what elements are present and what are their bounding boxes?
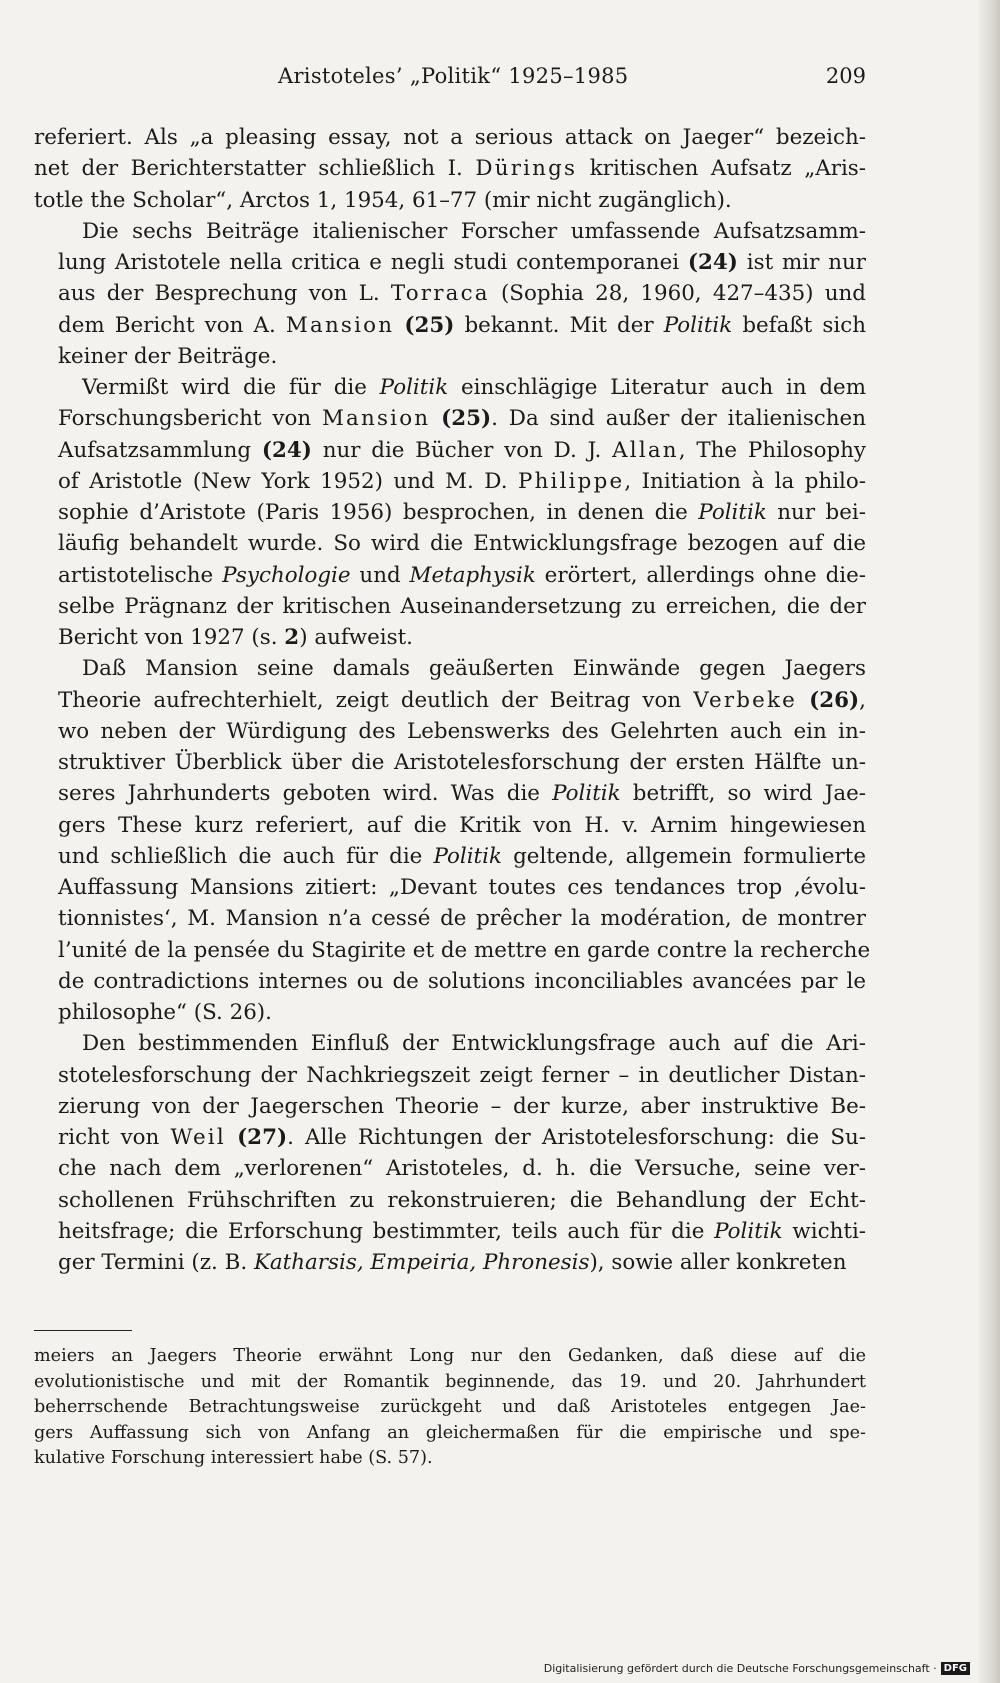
text-line [34,372,866,403]
text-line [34,747,866,778]
text-line [34,778,866,809]
text-run: und schließlich die auch für die [58,843,434,869]
text-run: keiner der Beiträge. [58,343,278,369]
footnote-line: meiers an Jaegers Theorie erwähnt Long nur den Gedanken, daß diese auf die [34,1346,866,1366]
text-run: artistotelische [58,562,223,588]
footnote-line: evolutionistische und mit der Romantik beginnende, das 19. und 20. Jahrhundert [34,1371,866,1392]
italic-term: Politik [698,500,767,525]
text-run: , The Philosophy [678,437,866,463]
text-run: gers These kurz referiert, auf die Kritik von H. v. Arnim hingewiesen [58,812,866,838]
running-head [34,64,866,98]
text-run: . Da sind außer der italienischen [491,406,866,432]
text-run: net der Berichterstatter schließlich I. [34,156,476,182]
text-run: ist mir nur [737,250,866,275]
author-name: Torraca [390,281,490,307]
text-run: totle the Scholar“, Arctos 1, 1954, 61–77 (mir nicht zugänglich). [34,187,732,213]
running-head-title: Aristoteles’ „Politik“ 1925–1985 [278,64,629,88]
text-run: sophie d’Aristote (Paris 1956) besprochen, in denen die [58,500,699,525]
author-name: Dürings [475,156,578,182]
footnote-line: gers Auffassung sich von Anfang an gleichermaßen für die empirische und spe- [34,1422,866,1443]
text-line [34,903,866,934]
text-line [34,278,866,309]
text-run: ) aufweist. [299,625,413,650]
text-run: Die sechs Beiträge italienischer Forscher umfassende Aufsatzsamm- [82,218,866,244]
reference-number: 2 [284,625,300,650]
digitization-credit [544,1662,970,1675]
text-run: kritischen Aufsatz „Aris- [577,156,866,182]
reference-number: (24) [261,437,312,463]
text-run: , Initiation à la philo- [624,468,867,494]
footnote-line: kulative Forschung interessiert habe (S. 57). [34,1448,433,1469]
reference-number: (26) [809,687,860,713]
text-line [34,872,866,903]
text-line [34,466,866,497]
text-line [34,716,866,747]
text-run [430,406,441,431]
italic-term: Psychologie [222,562,351,588]
italic-term: Politik [714,1218,783,1244]
text-line [34,1091,866,1122]
text-run: geltende, allgemein formulierte [501,843,867,869]
text-run: zierung von der Jaegerschen Theorie – der kurze, aber instruktive Be- [58,1093,866,1119]
text-line [34,1216,866,1247]
text-run [394,313,404,338]
text-line [34,810,866,841]
paragraph [34,216,866,372]
text-run: erörtert, allerdings ohne die- [535,562,866,588]
italic-term: Politik [433,843,502,869]
text-run: Auffassung Mansions zitiert: „Devant toutes ces tendances trop ‚évolu- [58,875,866,900]
text-run: Forschungsbericht von [58,406,322,432]
text-run: einschlägige Literatur auch in dem [448,375,866,400]
text-run: , [859,687,866,713]
author-name: Philippe [517,468,625,494]
text-run: Bericht von 1927 (s. [58,625,285,650]
text-run: lung Aristotele nella critica e negli studi contemporanei [58,250,688,275]
paragraph [34,653,871,1028]
dfg-logo: DFG [941,1662,970,1675]
text-line [34,185,866,216]
text-run: Daß Mansion seine damals geäußerten Einwände gegen Jaegers [82,656,866,682]
text-run: und [350,562,410,588]
text-line [34,591,866,622]
book-page [34,0,871,1683]
text-line [34,310,866,341]
italic-term: Politik [379,375,449,400]
text-line [34,935,871,966]
text-run: . Alle Richtungen der Aristotelesforschung: die Su- [287,1125,866,1150]
text-run: dem Bericht von A. [58,312,286,338]
text-line [34,435,866,466]
text-run: bekannt. Mit der [454,312,664,338]
text-line [34,622,866,653]
text-run: of Aristotle (New York 1952) und M. D. [58,468,518,494]
text-run: de contradictions internes ou de solutions inconciliables avancées par le [58,968,866,994]
footnote-separator [34,1330,132,1331]
italic-term: Metaphysik [409,562,536,588]
text-run [797,688,809,713]
page-number: 209 [825,64,866,88]
text-run: nur bei- [766,500,866,525]
text-line [34,122,866,153]
text-line [34,403,866,434]
author-name: Allan [612,437,679,463]
text-line [34,528,866,559]
text-run: aus der Besprechung von L. [58,281,391,307]
text-run: Vermißt wird die für die [82,375,380,400]
text-line [34,685,866,716]
author-name: Weil [170,1125,226,1150]
text-line [34,997,866,1028]
text-line [34,1060,866,1091]
text-run: läufig behandelt wurde. So wird die Entwicklungsfrage bezogen auf die [58,531,866,557]
paragraph [34,122,866,216]
author-name: Verbeke [693,687,798,713]
text-run: philosophe“ (S. 26). [58,1000,272,1025]
text-line [34,341,866,372]
text-run [226,1125,237,1150]
reference-number: (24) [687,250,738,275]
text-run: richt von [58,1125,171,1150]
text-run: Den bestimmenden Einfluß der Entwicklungsfrage auch auf die Ari- [82,1031,866,1057]
text-run: wichti- [782,1218,867,1244]
text-run: ger Termini (z. B. [58,1250,254,1275]
author-name: Mansion [285,312,395,338]
text-run: che nach dem „verlorenen“ Aristoteles, d. h. die Versuche, seine ver- [58,1156,866,1182]
text-run: struktiver Überblick über die Aristotelesforschung der ersten Hälfte un- [58,750,866,775]
text-run: selbe Prägnanz der kritischen Auseinandersetzung zu erreichen, die der [58,593,866,619]
italic-term: Politik [552,781,621,807]
text-line [34,247,866,278]
text-run: nur die Bücher von D. J. [311,437,613,463]
text-line [34,1122,866,1153]
text-line [34,153,866,184]
text-run: (Sophia 28, 1960, 427–435) und [489,281,867,307]
reference-number: (27) [237,1125,288,1150]
text-line [34,216,866,247]
footnote [34,1344,866,1472]
text-line [34,653,866,684]
text-run: referiert. Als „a pleasing essay, not a serious attack on Jaeger“ bezeich- [34,125,866,150]
italic-term: Katharsis, Empeiria, Phronesis [253,1250,590,1275]
text-run: befaßt sich [732,312,866,338]
text-line [34,497,866,528]
text-line [34,1028,866,1059]
text-run: seres Jahrhunderts geboten wird. Was die [58,781,553,807]
paragraph [34,372,866,653]
scan-page-edge [978,0,1000,1683]
italic-term: Politik [663,312,733,338]
footnote-line: beherrschende Betrachtungsweise zurückgeht und daß Aristoteles entgegen Jae- [34,1397,866,1418]
body-text [34,122,871,1278]
text-run: stotelesforschung der Nachkriegszeit zeigt ferner – in deutlicher Distan- [58,1062,866,1088]
text-line [34,560,866,591]
text-line [34,1247,866,1278]
text-line [34,1153,866,1184]
text-run: heitsfrage; die Erforschung bestimmter, teils auch für die [58,1218,715,1244]
text-run: Theorie aufrechterhielt, zeigt deutlich der Beitrag von [58,687,694,713]
digitization-credit-text: Digitalisierung gefördert durch die Deutsche Forschungsgemeinschaft · [543,1662,937,1675]
text-run: tionnistes‘, M. Mansion n’a cessé de prêcher la modération, de montrer [58,906,866,932]
text-run: wo neben der Würdigung des Lebenswerks des Gelehrten auch ein in- [58,718,866,744]
text-run: ), sowie aller konkreten [589,1250,847,1275]
text-run: schollenen Frühschriften zu rekonstruieren; die Behandlung der Echt- [58,1187,866,1213]
reference-number: (25) [404,312,455,338]
reference-number: (25) [441,406,492,432]
text-line [34,966,866,997]
text-run: Aufsatzsammlung [58,437,262,463]
text-run: betrifft, so wird Jae- [620,781,866,807]
author-name: Mansion [321,406,431,432]
text-line [34,841,866,872]
paragraph [34,1028,866,1278]
text-run: l’unité de la pensée du Stagirite et de mettre en garde contre la recherche [58,937,871,963]
text-line [34,1185,866,1216]
